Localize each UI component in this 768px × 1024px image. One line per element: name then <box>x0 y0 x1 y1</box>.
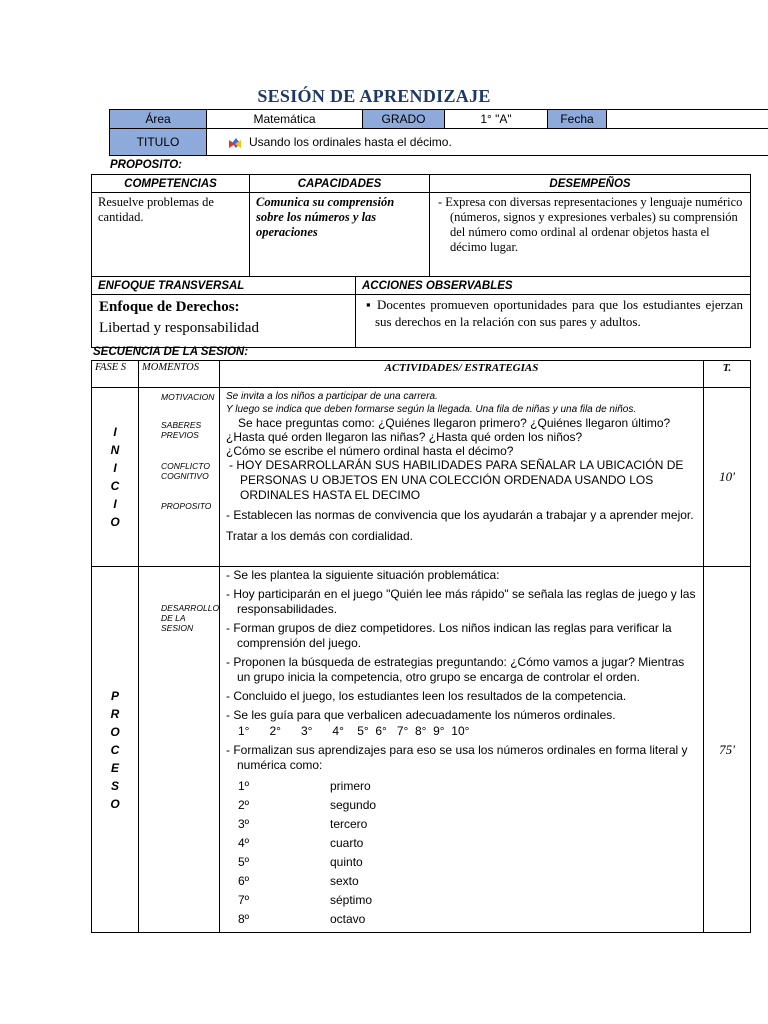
inicio-text-6: Tratar a los demás con cordialidad. <box>226 529 413 543</box>
ordinal-item: 4º cuarto <box>238 836 364 850</box>
inicio-bullet-1: - HOY DESARROLLARÁN SUS HABILIDADES PARA SEÑALAR LA UBICACIÓN DE PERSONAS U OBJETOS EN UNA COLECCIÓN ORDENADA USANDO LOS ORDINALES HASTA EL DECIMO <box>229 458 684 502</box>
enfoque-table <box>91 276 751 348</box>
proceso-bullet-4: - Proponen la búsqueda de estrategias preguntando: ¿Cómo vamos a jugar? Mientras un grupo inicia la competencia, otro grupo se encarga de controlar el orden. <box>226 655 685 684</box>
ordinal-item: 1º primero <box>238 779 371 793</box>
inicio-text-4: ¿Hasta qué orden llegaron las niñas? ¿Hasta qué orden los niños? <box>226 430 583 444</box>
ordinal-item: 5º quinto <box>238 855 363 869</box>
acciones-header: ACCIONES OBSERVABLES <box>356 277 751 295</box>
momentos-header: MOMENTOS <box>139 361 220 388</box>
ordinal-item: 6º sexto <box>238 874 359 888</box>
desempeno-cell: - Expresa con diversas representaciones y lenguaje numérico (números, signos y expresiones verbales) su comprensión del número como ordinal al ordenar objetos hasta el décimo lugar. <box>430 193 751 277</box>
bullet-icon <box>229 138 241 148</box>
phase-inicio: I N I C I O <box>92 388 139 567</box>
inicio-text-1: Se invita a los niños a participar de una carrera. <box>226 391 438 402</box>
secuencia-table <box>91 360 751 933</box>
inicio-text-5: ¿Cómo se escribe el número ordinal hasta el décimo? <box>226 444 514 458</box>
capacidades-header: CAPACIDADES <box>250 175 430 193</box>
competencia-cell: Resuelve problemas de cantidad. <box>92 193 250 277</box>
momento-conflicto: CONFLICTO COGNITIVO <box>161 461 210 481</box>
momento-proposito: PROPOSITO <box>161 501 212 511</box>
enfoque-sub: Libertad y responsabilidad <box>99 320 259 336</box>
tiempo-header: T. <box>704 361 751 388</box>
competencias-table <box>91 174 751 277</box>
proposito-label: PROPOSITO: <box>110 159 182 171</box>
grado-label: GRADO <box>363 110 445 129</box>
ordinal-list <box>226 777 697 929</box>
tiempo-inicio: 10' <box>704 388 751 567</box>
enfoque-name: Enfoque de Derechos: <box>99 299 240 315</box>
area-label: Área <box>110 110 207 129</box>
acciones-cell <box>356 295 751 348</box>
competencias-header: COMPETENCIAS <box>92 175 250 193</box>
fecha-value <box>607 110 768 129</box>
actividades-inicio <box>220 388 704 567</box>
momento-motivacion: MOTIVACION <box>161 392 215 402</box>
ordinal-item: 2º segundo <box>238 798 377 812</box>
enfoque-cell <box>92 295 356 348</box>
proceso-bullet-7: - Formalizan sus aprendizajes para eso se usa los números ordinales en forma literal y numérica como: <box>226 743 688 772</box>
ordinal-item: 7º séptimo <box>238 893 373 907</box>
inicio-text-2: Y luego se indica que deben formarse según la llegada. Una fila de niñas y una fila de niños. <box>226 404 637 415</box>
proceso-bullet-5: - Concluido el juego, los estudiantes leen los resultados de la competencia. <box>226 689 627 703</box>
accion-text: ▪ Docentes promueven oportunidades para que los estudiantes ejerzan sus derechos en la relación con sus pares y adultos. <box>366 297 743 329</box>
secuencia-label: SECUENCIA DE LA SESION: <box>93 346 249 358</box>
titulo-cell <box>207 129 768 156</box>
enfoque-header: ENFOQUE TRANSVERSAL <box>92 277 356 295</box>
momentos-inicio <box>139 388 220 567</box>
proceso-bullet-6: - Se les guía para que verbalicen adecuadamente los números ordinales. <box>226 708 616 722</box>
actividades-header: ACTIVIDADES/ ESTRATEGIAS <box>220 361 704 388</box>
proceso-bullet-3: - Forman grupos de diez competidores. Los niños indican las reglas para verificar la comprensión del juego. <box>226 621 672 650</box>
capacidad-cell: Comunica su comprensión sobre los números y las operaciones <box>250 193 430 277</box>
tiempo-proceso: 75' <box>704 567 751 933</box>
inicio-text-3: Se hace preguntas como: ¿Quiénes llegaron primero? ¿Quiénes llegaron último? <box>238 416 671 430</box>
header-table <box>109 109 768 156</box>
momento-desarrollo: DESARROLLO DE LA SESION <box>161 603 220 633</box>
phase-proceso: P R O C E S O <box>92 567 139 933</box>
area-value: Matemática <box>207 110 363 129</box>
fecha-label: Fecha <box>548 110 607 129</box>
ordinal-item: 8º octavo <box>238 912 366 926</box>
grado-value: 1° "A" <box>445 110 548 129</box>
desempenos-header: DESEMPEÑOS <box>430 175 751 193</box>
momento-saberes: SABERES PREVIOS <box>161 420 202 440</box>
ordinal-item: 3º tercero <box>238 817 368 831</box>
inicio-bullet-2: - Establecen las normas de convivencia que los ayudarán a trabajar y a aprender mejor. <box>226 508 694 522</box>
momentos-proceso <box>139 567 220 933</box>
proceso-bullet-2: - Hoy participarán en el juego "Quién lee más rápido" se señala las reglas de juego y las responsabilidades. <box>226 587 696 616</box>
titulo-label: TITULO <box>110 129 207 156</box>
fases-header: FASE S <box>92 361 139 388</box>
titulo-value: Usando los ordinales hasta el décimo. <box>249 135 452 149</box>
ordinal-row: 1° 2° 3° 4° 5° 6° 7° 8° 9° 10° <box>238 724 470 738</box>
actividades-proceso <box>220 567 704 933</box>
proceso-bullet-1: - Se les plantea la siguiente situación problemática: <box>226 568 500 582</box>
page-title: SESIÓN DE APRENDIZAJE <box>257 86 491 106</box>
